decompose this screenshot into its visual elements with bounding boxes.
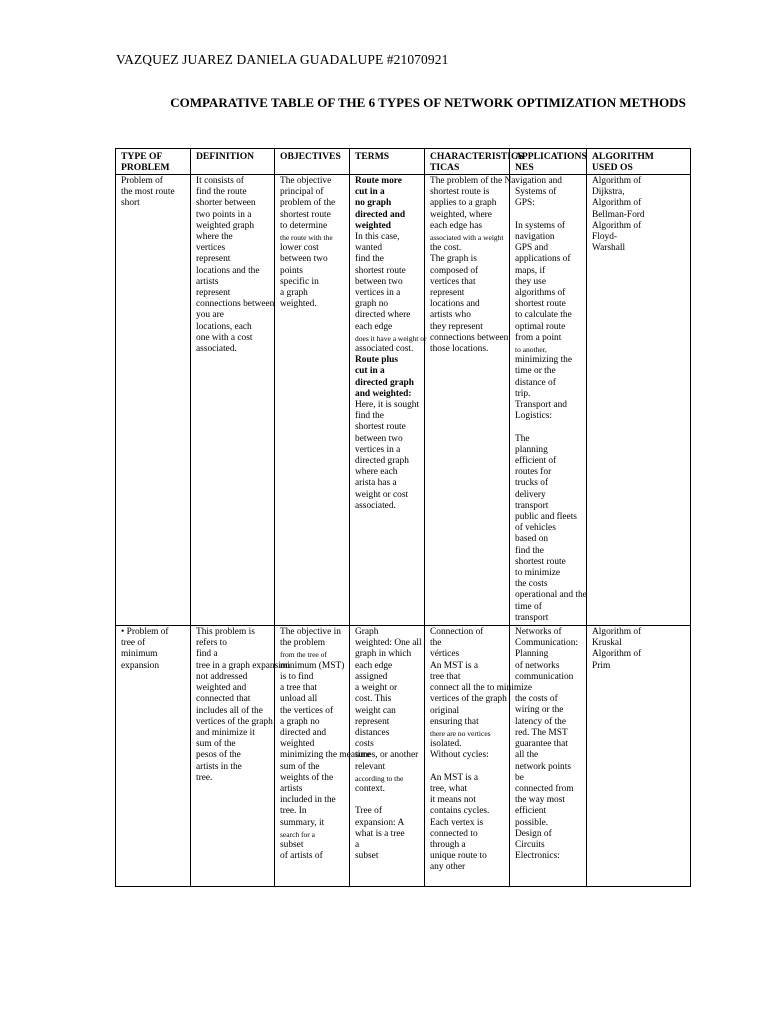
cell-text-line: each edge has xyxy=(430,220,483,231)
cell-type-of-problem xyxy=(116,175,191,626)
cell-text-line: cut in a xyxy=(355,187,385,198)
cell-text-line: delivery xyxy=(515,489,546,500)
cell-text-line: through a xyxy=(430,839,466,850)
table-header-row xyxy=(116,149,691,175)
cell-text-line: GPS and xyxy=(515,243,549,254)
cell-text-line: original xyxy=(430,705,460,716)
cell-text-line: vertices of the graph xyxy=(430,694,507,705)
cell-text-line: trip. xyxy=(515,388,531,399)
cell-text-line: between two xyxy=(355,433,403,444)
cell-text-line: subset xyxy=(355,851,379,862)
cell-text-line: times, or another xyxy=(355,750,419,761)
cell-text-line: Route more xyxy=(355,176,402,186)
cell-text-line: tree, what xyxy=(430,783,467,794)
cell-text-line: minimizing the xyxy=(515,355,573,366)
cell-text-line: arista has a xyxy=(355,478,397,489)
header-line: CHARACTERISTICS xyxy=(430,151,524,162)
cell-text-line: An MST is a xyxy=(430,660,479,671)
cell-text-line: weighted xyxy=(280,739,315,750)
cell-text-line: ensuring that xyxy=(430,716,479,727)
cell-text-line: tree. xyxy=(196,772,213,783)
cell-text-line: each edge xyxy=(355,321,393,332)
cell-text-line: Planning xyxy=(515,649,549,660)
cell-text-line: artists xyxy=(196,276,219,287)
cell-text-line: not addressed xyxy=(196,671,248,682)
cell-text-line: routes for xyxy=(515,467,552,478)
cell-text-line: operational and the xyxy=(515,590,587,601)
cell-text-line: Graph xyxy=(355,627,379,638)
cell-text-line: to calculate the xyxy=(515,310,572,321)
cell-text-line: the costs xyxy=(515,579,548,590)
cell-text-line: directed where xyxy=(355,310,411,321)
cell-definition xyxy=(191,626,291,887)
cell-text-line: Logistics: xyxy=(515,411,552,422)
cell-text-line: Circuits xyxy=(515,839,545,850)
cell-text-line: those locations. xyxy=(430,344,489,355)
cell-text-line: distance of xyxy=(515,377,556,388)
cell-text-line: pesos of the xyxy=(196,750,241,761)
cell-text-line: In systems of xyxy=(515,220,565,231)
cell-text-line: be xyxy=(515,772,524,783)
cell-text-line: a weight or xyxy=(355,683,398,694)
cell-text-line: associated cost. xyxy=(355,344,414,355)
cell-text-line: artists in the xyxy=(196,761,242,772)
cell-text-line: efficient of xyxy=(515,456,557,467)
cell-text-line: tree. In xyxy=(280,806,307,817)
cell-text-line: efficient xyxy=(515,806,547,817)
cell-text-line: connected that xyxy=(196,694,251,705)
cell-text-line: vértices xyxy=(430,649,460,660)
cell-text-line: directed and xyxy=(355,209,406,220)
cell-text-line: principal of xyxy=(280,187,324,198)
cell-text-line: Problem of xyxy=(121,176,163,186)
cell-text-line: locations, each xyxy=(196,321,252,332)
cell-text-line: wanted xyxy=(355,243,383,254)
cell-text-line: there are no vertices xyxy=(430,728,491,738)
cell-text-line: the way most xyxy=(515,795,565,806)
cell-text-line: summary, it xyxy=(280,817,325,828)
cell-text-line: the cost. xyxy=(430,243,462,254)
cell-text-line: shortest route xyxy=(355,422,406,433)
cell-text-line: transport xyxy=(515,500,549,511)
cell-text-line: algorithms of xyxy=(515,288,566,298)
cell-text-line: The objective xyxy=(280,176,332,186)
cell-text-line: expansion xyxy=(121,660,160,671)
cell-text-line: find a xyxy=(196,649,218,660)
cell-definition xyxy=(191,175,275,626)
cell-text-line: one with a cost xyxy=(196,332,253,343)
cell-text-line: Warshall xyxy=(592,243,626,254)
cell-applications xyxy=(510,175,587,626)
cell-text-line: associated with a weight xyxy=(430,233,504,243)
cell-text-line: red. The MST xyxy=(515,727,568,738)
cell-text-line: public and fleets xyxy=(515,512,577,523)
header-characteristics xyxy=(425,149,524,175)
header-algorithms xyxy=(587,149,691,175)
cell-text-line: included in the xyxy=(280,795,336,806)
cell-text-line: weighted xyxy=(355,220,391,231)
cell-text-line: weighted, where xyxy=(430,209,492,220)
cell-text-line: In this case, xyxy=(355,232,400,243)
header-type-of-problem xyxy=(116,149,191,175)
cell-text-line: to minimize xyxy=(515,568,561,579)
cell-text-line: find the xyxy=(355,411,384,422)
cell-text-line: tree that xyxy=(430,671,461,682)
cell-text-line: weighted. xyxy=(280,299,317,310)
cell-text-line: the xyxy=(430,638,442,649)
cell-text-line: vertices in a xyxy=(355,444,401,455)
cell-text-line: connections between xyxy=(430,332,509,343)
header-line: TERMS xyxy=(355,151,390,162)
cell-text-line: find the xyxy=(355,254,384,265)
cell-type-of-problem xyxy=(116,626,191,887)
cell-text-line: vertices in a xyxy=(355,288,401,299)
cell-text-line: applications of xyxy=(515,254,571,265)
cell-text-line: Each vertex is xyxy=(430,817,484,828)
cell-text-line: connected to xyxy=(430,828,478,839)
cell-text-line: Dijkstra, xyxy=(592,187,625,198)
cell-text-line: represent xyxy=(196,288,231,299)
header-line: PROBLEM xyxy=(121,162,170,173)
cell-text-line: minimum (MST) xyxy=(280,660,345,671)
cell-text-line: maps, if xyxy=(515,265,546,276)
cell-text-line: weight can xyxy=(355,705,396,716)
cell-text-line: weighted graph xyxy=(196,220,255,231)
cell-text-line: Floyd- xyxy=(592,232,618,243)
cell-terms xyxy=(350,626,425,887)
cell-text-line: minimizing the measure xyxy=(280,750,371,761)
cell-text-line: connected from xyxy=(515,783,574,794)
cell-text-line: tree in a graph expansion xyxy=(196,660,291,671)
cell-text-line: This problem is xyxy=(196,627,255,638)
cell-text-line xyxy=(355,795,422,806)
cell-text-line: find the route xyxy=(196,187,247,198)
cell-text-line: weighted and xyxy=(196,683,247,694)
cell-text-line: connect all the to minimize xyxy=(430,683,533,694)
cell-text-line: locations and the xyxy=(196,265,260,276)
table-row xyxy=(116,626,691,887)
cell-text-line: weighted: One all xyxy=(355,638,422,649)
cell-text-line: context. xyxy=(355,783,385,794)
cell-text-line: and weighted: xyxy=(355,388,412,399)
cell-text-line: cut in a xyxy=(355,366,385,377)
cell-text-line: Communication: xyxy=(515,638,579,649)
cell-text-line: minimum xyxy=(121,649,158,660)
cell-text-line: Transport and xyxy=(515,400,567,411)
cell-text-line: GPS: xyxy=(515,198,535,209)
cell-text-line: shortest route is xyxy=(430,187,490,198)
cell-text-line: unload all xyxy=(280,694,318,705)
cell-text-line: communication xyxy=(515,671,574,682)
cell-text-line: represent xyxy=(430,288,465,299)
cell-text-line: of artists of xyxy=(280,851,323,862)
cell-text-line: a xyxy=(355,839,360,850)
cell-text-line: associated. xyxy=(196,344,237,355)
cell-objectives xyxy=(275,175,350,626)
cell-text-line: connections between xyxy=(196,299,275,310)
header-terms xyxy=(350,149,425,175)
cell-text-line: of vehicles xyxy=(515,523,556,534)
cell-text-line: possible. xyxy=(515,817,549,828)
cell-text-line: the route with the xyxy=(280,233,333,243)
cell-text-line: points xyxy=(280,265,303,276)
cell-text-line: An MST is a xyxy=(430,772,479,783)
cell-text-line: Electronics: xyxy=(515,851,560,862)
cell-text-line: between two xyxy=(355,276,403,287)
cell-text-line: two points in a xyxy=(196,209,252,220)
header-line: USED OS xyxy=(592,162,633,173)
cell-text-line: Prim xyxy=(592,660,611,671)
header-objectives xyxy=(275,149,350,175)
cell-text-line: Tree of xyxy=(355,806,382,817)
cell-text-line: trucks of xyxy=(515,478,549,489)
cell-text-line: The xyxy=(515,433,530,444)
cell-text-line: a graph xyxy=(280,288,308,299)
cell-text-line: search for a xyxy=(280,829,315,839)
cell-text-line: distances xyxy=(355,727,390,738)
cell-text-line: it means not xyxy=(430,795,476,806)
cell-text-line: problem of the xyxy=(280,198,336,209)
cell-text-line: guarantee that xyxy=(515,739,568,750)
cell-text-line: is to find xyxy=(280,671,314,682)
cell-text-line: sum of the xyxy=(196,739,236,750)
header-definition xyxy=(191,149,275,175)
cell-text-line: unique route to xyxy=(430,851,487,862)
cell-text-line: vertices that xyxy=(430,276,476,287)
cell-text-line: locations and xyxy=(430,299,480,310)
cell-text-line xyxy=(515,422,584,433)
cell-text-line: from a point xyxy=(515,332,562,343)
cell-text-line: The objective in xyxy=(280,627,341,638)
cell-text-line: shortest route xyxy=(280,209,331,220)
cell-text-line xyxy=(430,762,507,773)
cell-text-line: from the tree of xyxy=(280,650,327,660)
cell-text-line: where each xyxy=(355,467,398,478)
cell-text-line: where the xyxy=(196,232,233,243)
cell-text-line: planning xyxy=(515,444,548,455)
cell-text-line: isolated. xyxy=(430,739,462,750)
cell-text-line: of networks xyxy=(515,660,560,671)
cell-text-line: the vertices of xyxy=(280,705,334,716)
cell-text-line: shortest route xyxy=(515,299,566,310)
cell-applications xyxy=(510,626,587,887)
cell-text-line: applies to a graph xyxy=(430,198,497,209)
header-line: DEFINITION xyxy=(196,151,255,162)
cell-text-line: includes all of the xyxy=(196,705,263,716)
cell-text-line: expansion: A xyxy=(355,817,405,828)
cell-text-line: directed graph xyxy=(355,456,409,467)
cell-text-line: Systems of xyxy=(515,187,557,198)
document-title: COMPARATIVE TABLE OF THE 6 TYPES OF NETWORK OPTIMIZATION METHODS xyxy=(170,95,686,110)
cell-text-line: vertices of the graph xyxy=(196,716,273,727)
cell-text-line: • Problem of xyxy=(121,627,169,638)
cell-text-line: short xyxy=(121,198,140,209)
cell-text-line: costs xyxy=(355,739,374,750)
cell-text-line: the most route xyxy=(121,187,175,198)
cell-text-line: a tree that xyxy=(280,683,317,694)
cell-algorithms xyxy=(587,626,691,887)
cell-text-line: Here, it is sought xyxy=(355,400,420,411)
cell-text-line: weight or cost xyxy=(355,489,409,500)
cell-text-line: assigned xyxy=(355,671,388,682)
cell-text-line: Algorithm of xyxy=(592,198,642,209)
cell-text-line: cost. This xyxy=(355,694,392,705)
cell-text-line: and minimize it xyxy=(196,727,255,738)
cell-text-line: what is a tree xyxy=(355,828,405,839)
cell-text-line: does it have a weight or xyxy=(355,333,427,343)
cell-text-line: wiring or the xyxy=(515,705,564,716)
cell-text-line: they represent xyxy=(430,321,483,332)
cell-text-line: each edge xyxy=(355,660,393,671)
cell-text-line: represent xyxy=(355,716,390,727)
cell-text-line: weights of the xyxy=(280,772,334,783)
cell-text-line: a graph no xyxy=(280,716,320,727)
cell-text-line xyxy=(515,210,584,221)
cell-text-line: lower cost xyxy=(280,243,319,254)
cell-text-line: Algorithm of xyxy=(592,649,642,660)
cell-text-line: subset xyxy=(280,839,304,850)
cell-text-line: all the xyxy=(515,750,539,761)
cell-text-line: you are xyxy=(196,310,224,321)
cell-text-line: find the xyxy=(515,545,544,556)
cell-text-line: Kruskal xyxy=(592,638,622,649)
cell-text-line: graph no xyxy=(355,299,389,310)
cell-text-line: to determine xyxy=(280,220,328,231)
cell-text-line: The problem of the Navigation and xyxy=(430,176,562,186)
cell-text-line: artists who xyxy=(430,310,471,321)
cell-text-line: It consists of xyxy=(196,176,244,186)
cell-text-line: directed graph xyxy=(355,377,414,388)
cell-text-line: sum of the xyxy=(280,761,320,772)
cell-text-line: associated. xyxy=(355,500,396,511)
cell-text-line: graph in which xyxy=(355,649,412,660)
cell-text-line: Networks of xyxy=(515,627,562,638)
header-line: OBJECTIVES xyxy=(280,151,341,162)
cell-text-line: transport xyxy=(515,612,549,623)
cell-text-line: refers to xyxy=(196,638,227,649)
table-row xyxy=(116,175,691,626)
header-line: NES xyxy=(515,162,534,173)
cell-text-line: relevant xyxy=(355,761,386,772)
cell-text-line: according to the xyxy=(355,773,404,783)
cell-text-line: contains cycles. xyxy=(430,806,490,817)
cell-text-line: the costs of xyxy=(515,694,558,705)
cell-text-line: Design of xyxy=(515,828,552,839)
cell-text-line: tree of xyxy=(121,638,146,649)
author-line: VAZQUEZ JUAREZ DANIELA GUADALUPE #21070921 xyxy=(116,52,449,67)
cell-text-line: time or the xyxy=(515,366,556,377)
cell-text-line: Algorithm of xyxy=(592,176,642,186)
cell-text-line: time of xyxy=(515,601,542,612)
cell-text-line: vertices xyxy=(196,243,226,254)
cell-text-line: represent xyxy=(196,254,231,265)
cell-text-line: no graph xyxy=(355,198,392,209)
cell-text-line: Connection of xyxy=(430,627,484,638)
cell-text-line: based on xyxy=(515,534,549,545)
cell-text-line: optimal route xyxy=(515,321,566,332)
table-body xyxy=(116,175,691,887)
cell-text-line: shortest route xyxy=(515,556,566,567)
cell-text-line: network points xyxy=(515,761,571,772)
cell-text-line: Algorithm of xyxy=(592,220,642,231)
cell-text-line: Without cycles: xyxy=(430,750,489,761)
cell-text-line: artists xyxy=(280,783,303,794)
cell-terms xyxy=(350,175,425,626)
cell-text-line: navigation xyxy=(515,231,555,242)
cell-text-line: directed and xyxy=(280,727,327,738)
header-applications xyxy=(510,149,587,175)
cell-text-line: Algorithm of xyxy=(592,627,642,638)
cell-text-line: shorter between xyxy=(196,198,256,209)
header-line: TICAS xyxy=(430,162,460,173)
cell-text-line: composed of xyxy=(430,265,479,276)
cell-text-line: specific in xyxy=(280,276,319,287)
cell-text-line: they use xyxy=(515,276,546,287)
comparison-table xyxy=(115,148,691,887)
header-line: APPLICATIONS xyxy=(515,151,587,162)
cell-text-line: the problem xyxy=(280,638,326,649)
cell-text-line: between two xyxy=(280,254,328,265)
cell-text-line: Route plus xyxy=(355,355,398,366)
cell-text-line: to another, xyxy=(515,345,547,355)
cell-text-line: any other xyxy=(430,862,466,873)
header-line: ALGORITHM xyxy=(592,151,654,162)
header-line: TYPE OF xyxy=(121,151,163,162)
cell-text-line: The graph is xyxy=(430,254,477,265)
cell-text-line: shortest route xyxy=(355,265,406,276)
cell-text-line: latency of the xyxy=(515,716,567,727)
cell-algorithms xyxy=(587,175,691,626)
cell-text-line: Bellman-Ford xyxy=(592,209,645,220)
